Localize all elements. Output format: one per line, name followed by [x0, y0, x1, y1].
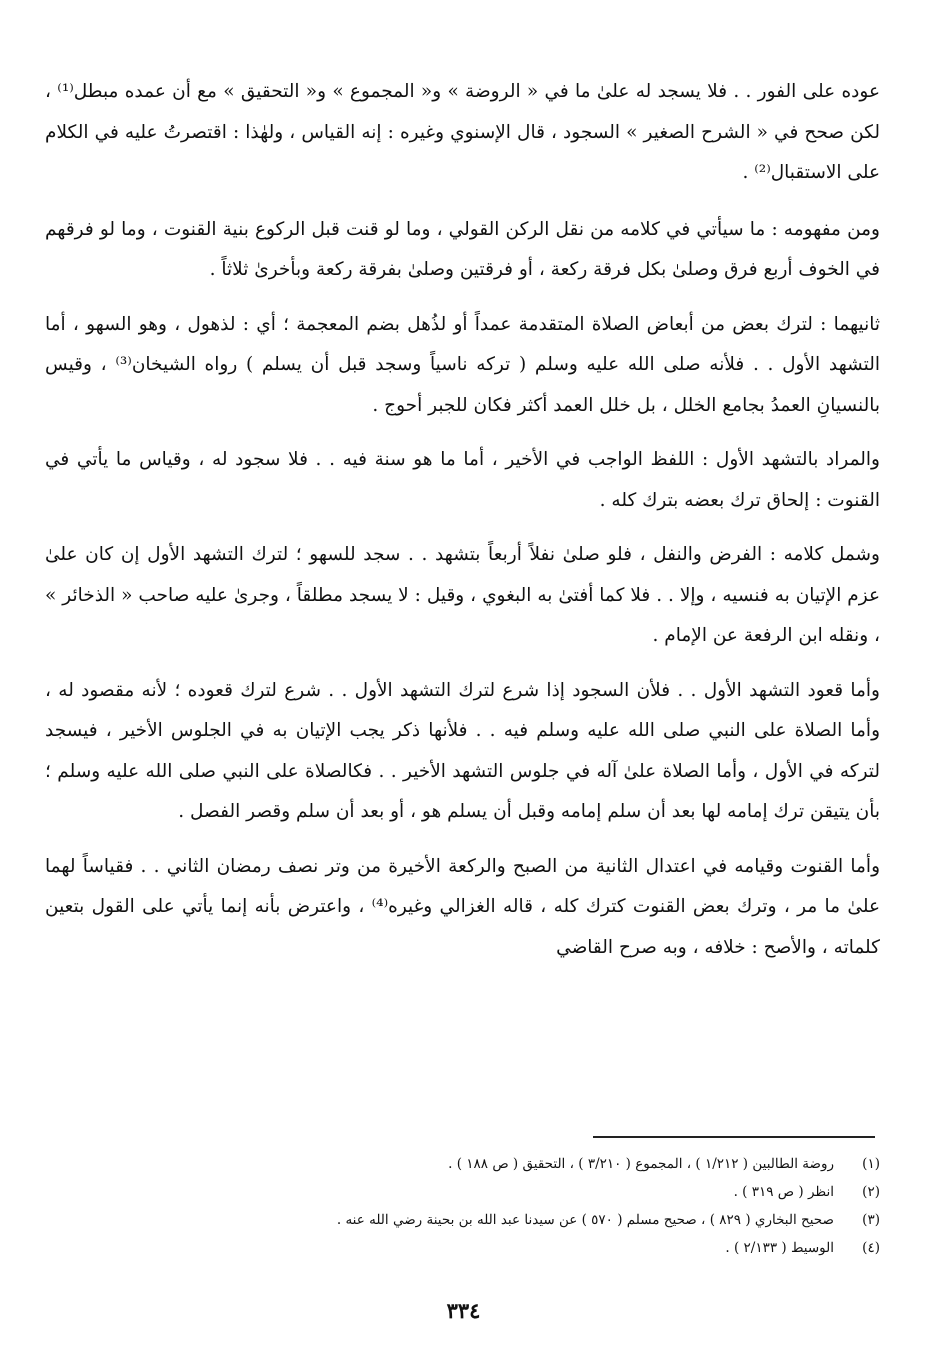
footnote-separator [593, 1136, 875, 1138]
footnote-number: (٣) [862, 1212, 880, 1228]
footnotes [100, 1150, 880, 1262]
footnote-text: صحيح البخاري ( ٨٢٩ ) ، صحيح مسلم ( ٥٧٠ ) عن سيدنا عبد الله بن بحينة رضي الله عنه . [336, 1212, 834, 1228]
footnote-1 [100, 1150, 880, 1178]
footnote-3 [100, 1206, 880, 1234]
paragraph-4: والمراد بالتشهد الأول : اللفظ الواجب في الأخير ، أما ما هو سنة فيه . . فلا سجود له ، وقياس ما يأتي في القنوت : إلحاق ترك بعضه بترك كله . [45, 449, 880, 511]
paragraph-6: وأما قعود التشهد الأول . . فلأن السجود إذا شرع لترك التشهد الأول . . شرع لترك قعوده ؛ لأنه مقصود له ، وأما الصلاة على النبي صلى الله عليه وسلم فيه . . فلأنها ذكر يجب الإتيان به في الجلوس الأخير ، فيسجد لتركه في الأول ، وأما الصلاة علىٰ آله في جلوس التشهد الأخير . . فكالصلاة على النبي صلى الله عليه وسلم ؛ بأن يتيقن ترك إمامه لها بعد أن سلم إمامه وقبل أن يسلم هو ، أو بعد أن سلم وقصر الفصل . [45, 679, 880, 822]
footnote-4 [100, 1234, 880, 1262]
main-text [45, 72, 880, 982]
footnote-text: روضة الطالبين ( ١/٢١٢ ) ، المجموع ( ٣/٢١٠ ) ، التحقيق ( ص ١٨٨ ) . [448, 1156, 834, 1172]
paragraph-1: عوده على الفور . . فلا يسجد له علىٰ ما في « الروضة » و« المجموع » و« التحقيق » مع أن عمده مبطل⁽¹⁾ ، لكن صحح في « الشرح الصغير » السجود ، قال الإسنوي وغيره : إنه القياس ، ولهٰذا : اقتصرتُ عليه في الكلام على الاستقبال⁽²⁾ . [45, 81, 880, 183]
footnote-text: انظر ( ص ٣١٩ ) . [733, 1184, 834, 1200]
paragraph-7: وأما القنوت وقيامه في اعتدال الثانية من الصبح والركعة الأخيرة من وتر نصف رمضان الثاني . . فقياساً لهما علىٰ ما مر ، وترك بعض القنوت كترك كله ، قاله الغزالي وغيره⁽⁴⁾ ، واعترض بأنه إنما يأتي على القول بتعين كلماته ، والأصح : خلافه ، وبه صرح القاضي [45, 855, 880, 958]
footnote-text: الوسيط ( ٢/١٣٣ ) . [725, 1240, 834, 1256]
footnote-number: (١) [862, 1156, 880, 1172]
footnote-2 [100, 1178, 880, 1206]
page-number: ٣٣٤ [446, 1298, 481, 1323]
paragraph-2: ومن مفهومه : ما سيأتي في كلامه من نقل الركن القولي ، وما لو قنت قبل الركوع بنية القنوت ، وما لو فرقهم في الخوف أربع فرق وصلىٰ بكل فرقة ركعة ، أو فرقتين وصلىٰ بفرقة ركعة وبأخرىٰ ثلاثاً . [45, 218, 880, 280]
footnote-number: (٤) [862, 1240, 880, 1256]
paragraph-3: ثانيهما : لترك بعض من أبعاض الصلاة المتقدمة عمداً أو لذُهل بضم المعجمة ؛ أي : لذهول ، وهو السهو ، أما التشهد الأول . . فلأنه صلى الله عليه وسلم ( تركه ناسياً وسجد قبل أن يسلم ) رواه الشيخان⁽³⁾ ، وقيس بالنسيانِ العمدُ بجامع الخلل ، بل خلل العمد أكثر فكان للجبر أحوج . [45, 313, 880, 416]
footnote-number: (٢) [862, 1184, 880, 1200]
paragraph-5: وشمل كلامه : الفرض والنفل ، فلو صلىٰ نفلاً أربعاً بتشهد . . سجد للسهو ؛ لترك التشهد الأول إن كان علىٰ عزم الإتيان به فنسيه ، وإلا . . فلا كما أفتىٰ به البغوي ، وقيل : لا يسجد مطلقاً ، وجرىٰ عليه صاحب « الذخائر » ، ونقله ابن الرفعة عن الإمام . [45, 544, 880, 646]
